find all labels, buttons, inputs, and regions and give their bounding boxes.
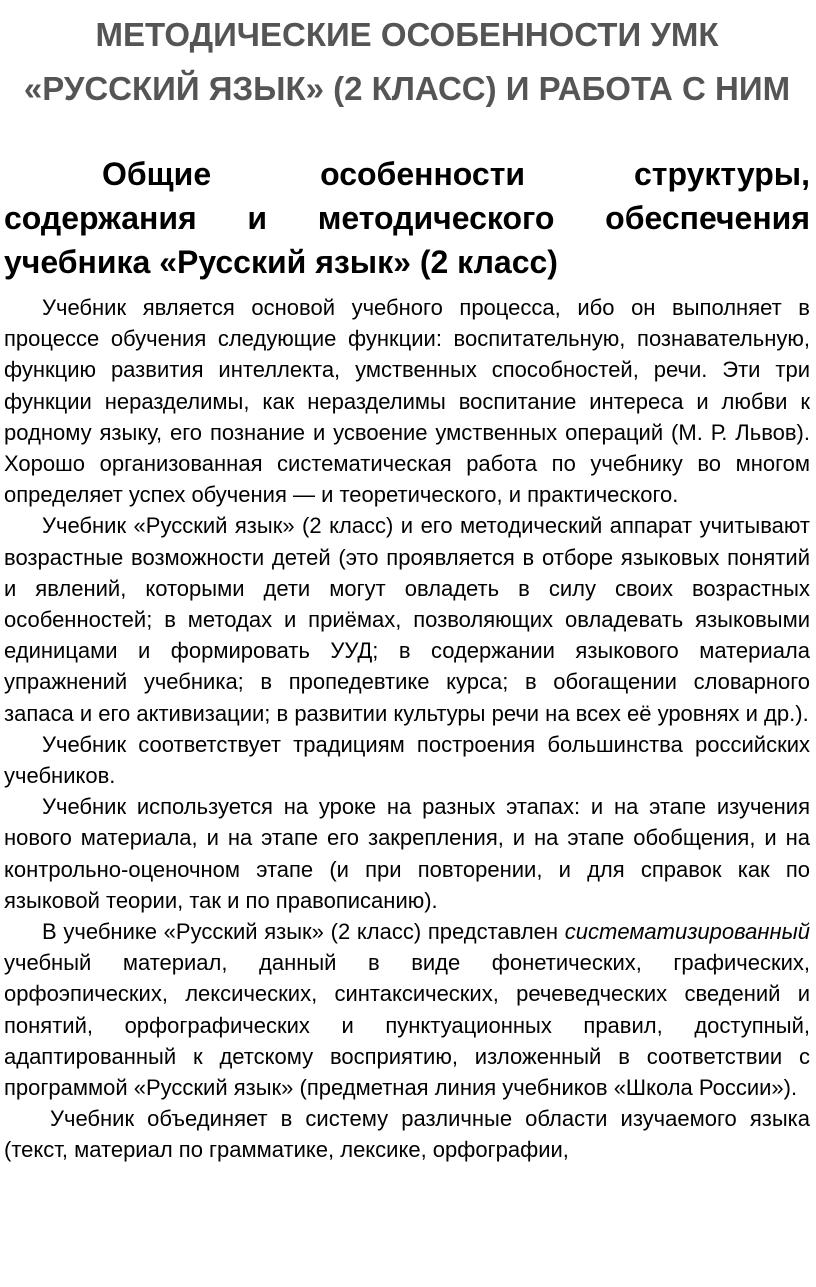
document-title-line-2: «РУССКИЙ ЯЗЫК» (2 КЛАСС) И РАБОТА С НИМ [23, 70, 791, 107]
section-heading [4, 152, 810, 284]
section-heading-line-2: содержания и методического обеспечения [4, 200, 810, 236]
paragraph-textbook-functions: Учебник является основой учебного процесса, ибо он выполняет в процессе обучения следующие функции: воспитательную, познавательную, функцию развития интеллекта, умственных способностей, речи. Эти три функции неразделимы, как неразделимы воспитание интереса и любви к родному языку, его познание и усвоение умственных операций (М. Р. Львов). Хорошо организованная систематическая работа по учебнику во многом определяет успех обучения — и теоретического, и практического. [4, 295, 810, 508]
document-title-line-1: МЕТОДИЧЕСКИЕ ОСОБЕННОСТИ УМК [95, 16, 719, 53]
italic-term-systematized: систематизированный [564, 919, 810, 945]
section-heading-line-3: учебника «Русский язык» (2 класс) [4, 244, 558, 280]
paragraph-systematized-material [4, 916, 810, 1103]
document-page [0, 8, 816, 1287]
section-heading-line-1: Общие особенности структуры, [102, 156, 810, 192]
paragraph-systematized-after: учебный материал, данный в виде фонетических, графических, орфоэпических, лексических, синтаксических, речеведческих сведений и понятий, орфографических и пунктуационных правил, доступный, адаптированный к детскому восприятию, изложенный в соответствии с программой «Русский язык» (предметная линия учебников «Школа России»). [4, 950, 810, 1101]
body-text [4, 292, 810, 1166]
paragraph-traditions: Учебник соответствует традициям построения большинства российских учебников. [4, 731, 810, 789]
paragraph-lesson-stages: Учебник используется на уроке на разных этапах: и на этапе изучения нового материала, и на этапе его закрепления, и на этапе обобщения, и на контрольно-оценочном этапе (и при повторении, и для справок как по языковой теории, так и по правописанию). [4, 794, 810, 913]
paragraph-age-capabilities: Учебник «Русский язык» (2 класс) и его методический аппарат учитывают возрастные возможности детей (это проявляется в отборе языковых понятий и явлений, которыми дети могут овладеть в силу своих возрастных особенностей; в методах и приёмах, позволяющих овладевать языковыми единицами и формировать УУД; в содержании языкового материала упражнений учебника; в пропедевтике курса; в обогащении словарного запаса и его активизации; в развитии культуры речи на всех её уровнях и др.). [4, 513, 810, 726]
document-title [4, 8, 810, 116]
paragraph-language-areas: Учебник объединяет в систему различные области изучаемого языка (текст, материал по грамматике, лексике, орфографии, [4, 1106, 810, 1163]
paragraph-systematized-before: В учебнике «Русский язык» (2 класс) представлен [42, 919, 565, 945]
